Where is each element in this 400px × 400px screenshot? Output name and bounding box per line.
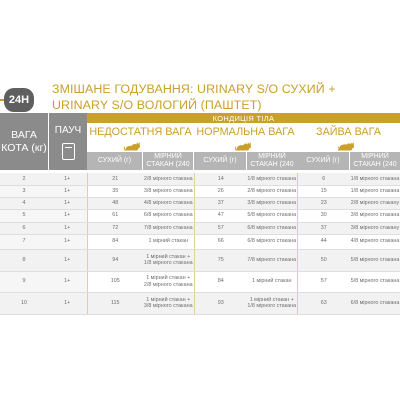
normal-cup-cell: 3/8 мірного стакана — [247, 197, 297, 209]
underweight-cup-cell: 2/8 мірного стакана — [143, 173, 194, 185]
table-row — [0, 271, 400, 292]
pouch-column-header — [49, 113, 87, 170]
overweight-dry-cell: 37 — [297, 222, 350, 234]
overweight-dry-cell: 50 — [297, 249, 350, 271]
overweight-cup-cell: 2/8 мірного стакану — [350, 197, 400, 209]
weight-cell: 3 — [0, 185, 48, 197]
page-title: ЗМІШАНЕ ГОДУВАННЯ: URINARY S/O СУХИЙ + URINARY S/O ВОЛОГИЙ (ПАШТЕТ) — [52, 82, 336, 112]
normal-weight-header: НОРМАЛЬНА ВАГА — [196, 126, 295, 138]
pouch-cell: 1+ — [48, 209, 87, 222]
underweight-dry-cell: 105 — [87, 271, 143, 292]
normal-cup-header: МІРНИЙ СТАКАН (240 — [247, 152, 297, 170]
weight-cell: 6 — [0, 222, 48, 234]
underweight-cup-header: МІРНИЙ СТАКАН (240 — [143, 152, 193, 170]
underweight-dry-cell: 21 — [87, 173, 143, 185]
overweight-cup-cell: 1/8 мірного стакана — [350, 185, 400, 197]
underweight-dry-cell: 84 — [87, 234, 143, 249]
table-row — [0, 197, 400, 209]
overweight-dry-cell: 15 — [297, 185, 350, 197]
normal-cup-cell: 1 мірний стакан — [247, 271, 297, 292]
table-row — [0, 292, 400, 314]
underweight-dry-cell: 35 — [87, 185, 143, 197]
pouch-icon — [62, 143, 75, 160]
overweight-cup-cell: 1/8 мірного стакана — [350, 173, 400, 185]
normal-dry-cell: 75 — [194, 249, 247, 271]
overweight-header: ЗАЙВА ВАГА — [316, 126, 381, 138]
overweight-cup-cell: 6/8 мірного стакана — [350, 292, 400, 314]
table-row — [0, 234, 400, 249]
normal-cup-cell: 1/8 мірного стакана — [247, 173, 297, 185]
normal-cup-cell: 2/8 мірного стакана — [247, 185, 297, 197]
underweight-cup-cell: 1 мірний стакан + 3/8 мірного стакана — [143, 292, 194, 314]
table-row — [0, 173, 400, 185]
pouch-cell: 1+ — [48, 249, 87, 271]
underweight-dry-header: СУХИЙ (г) — [87, 152, 142, 170]
weight-cell: 9 — [0, 271, 48, 292]
pouch-cell: 1+ — [48, 197, 87, 209]
overweight-cup-cell: 5/8 мірного стакана — [350, 249, 400, 271]
weight-cell: 4 — [0, 197, 48, 209]
weight-cell: 8 — [0, 249, 48, 271]
underweight-dry-cell: 48 — [87, 197, 143, 209]
underweight-header: НЕДОСТАТНЯ ВАГА — [89, 126, 192, 138]
normal-dry-cell: 14 — [194, 173, 247, 185]
cat-silhouette-icon — [338, 139, 356, 153]
normal-cup-cell: 5/8 мірного стакана — [247, 209, 297, 222]
table-row — [0, 249, 400, 271]
cat-silhouette-icon — [235, 139, 253, 153]
normal-cup-cell: 6/8 мірного стакана — [247, 234, 297, 249]
normal-dry-cell: 26 — [194, 185, 247, 197]
underweight-dry-cell: 94 — [87, 249, 143, 271]
normal-dry-cell: 57 — [194, 222, 247, 234]
body-condition-header: КОНДИЦІЯ ТІЛА — [87, 113, 400, 123]
underweight-dry-cell: 72 — [87, 222, 143, 234]
underweight-cup-cell: 3/8 мірного стакана — [143, 185, 194, 197]
normal-dry-cell: 47 — [194, 209, 247, 222]
underweight-cup-cell: 1 мірний стакан + 1/8 мірного стакана — [143, 249, 194, 271]
pouch-cell: 1+ — [48, 234, 87, 249]
normal-dry-cell: 66 — [194, 234, 247, 249]
normal-cup-cell: 1 мірний стакан + 1/8 мірного стакана — [247, 292, 297, 314]
table-row — [0, 209, 400, 222]
weight-cell: 2 — [0, 173, 48, 185]
feeding-table — [0, 173, 400, 315]
normal-dry-cell: 93 — [194, 292, 247, 314]
pouch-cell: 1+ — [48, 292, 87, 314]
pouch-cell: 1+ — [48, 222, 87, 234]
underweight-dry-cell: 61 — [87, 209, 143, 222]
overweight-dry-cell: 6 — [297, 173, 350, 185]
cat-silhouette-icon — [124, 139, 142, 153]
overweight-cup-cell: 4/8 мірного стакана — [350, 234, 400, 249]
overweight-dry-cell: 63 — [297, 292, 350, 314]
pouch-cell: 1+ — [48, 271, 87, 292]
24h-badge: 24H — [4, 88, 34, 112]
underweight-cup-cell: 7/8 мірного стакана — [143, 222, 194, 234]
normal-dry-cell: 37 — [194, 197, 247, 209]
pouch-label: ПАУЧ — [54, 125, 82, 136]
table-row — [0, 185, 400, 197]
weight-cell: 7 — [0, 234, 48, 249]
overweight-cup-cell: 5/8 мірного стакана — [350, 271, 400, 292]
normal-cup-cell: 7/8 мірного стакана — [247, 249, 297, 271]
feeding-table-body — [0, 173, 400, 314]
overweight-cup-cell: 3/8 мірного стакану — [350, 222, 400, 234]
pouch-cell: 1+ — [48, 173, 87, 185]
weight-cell: 5 — [0, 209, 48, 222]
underweight-cup-cell: 6/8 мірного стакана — [143, 209, 194, 222]
overweight-dry-cell: 23 — [297, 197, 350, 209]
overweight-cup-cell: 3/8 мірного стакана — [350, 209, 400, 222]
underweight-cup-cell: 1 мірний стакан + 2/8 мірного стакана — [143, 271, 194, 292]
normal-dry-cell: 84 — [194, 271, 247, 292]
weight-cell: 10 — [0, 292, 48, 314]
overweight-dry-cell: 30 — [297, 209, 350, 222]
normal-dry-header: СУХИЙ (г) — [194, 152, 246, 170]
underweight-cup-cell: 4/8 мірного стакана — [143, 197, 194, 209]
normal-cup-cell: 6/8 мірного стакана — [247, 222, 297, 234]
underweight-dry-cell: 115 — [87, 292, 143, 314]
overweight-dry-cell: 57 — [297, 271, 350, 292]
table-row — [0, 222, 400, 234]
overweight-dry-header: СУХИЙ (г) — [297, 152, 349, 170]
overweight-dry-cell: 44 — [297, 234, 350, 249]
overweight-cup-header: МІРНИЙ СТАКАН (240 — [350, 152, 400, 170]
pouch-cell: 1+ — [48, 185, 87, 197]
underweight-cup-cell: 1 мірний стакан — [143, 234, 194, 249]
weight-column-header: ВАГА КОТА (кг) — [0, 113, 48, 170]
